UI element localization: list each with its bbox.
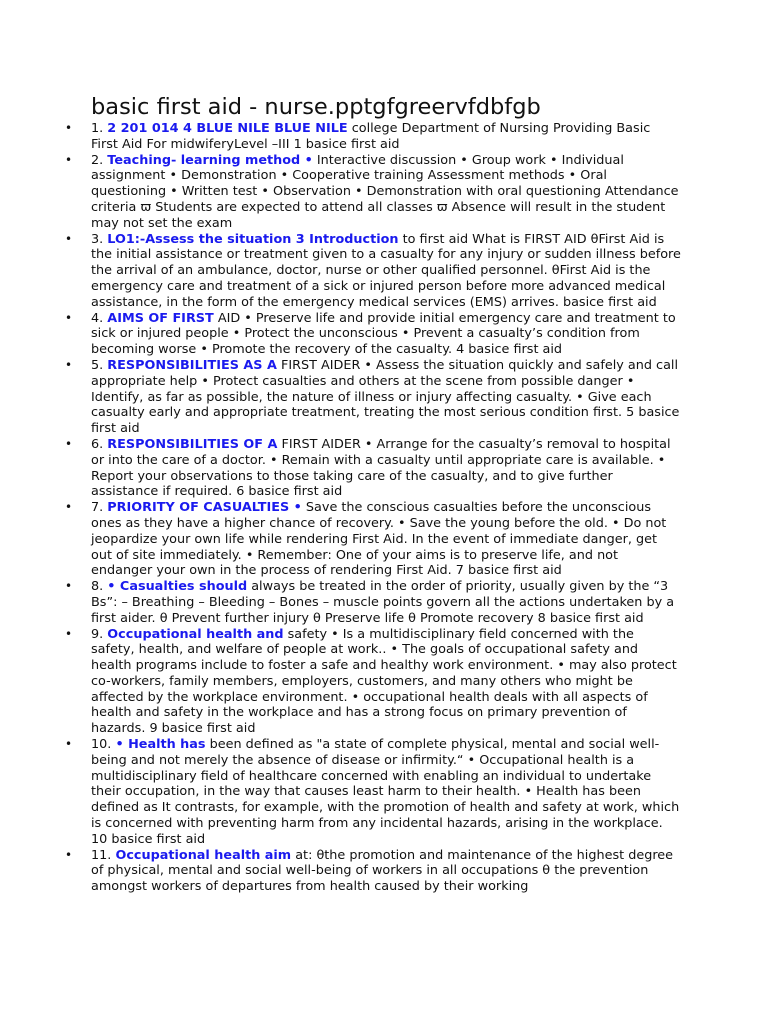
item-number: 7. — [91, 500, 104, 516]
item-highlight-link[interactable]: LO1:-Assess the situation 3 Introduction — [107, 231, 399, 247]
item-highlight-link[interactable]: Teaching- learning method • — [107, 152, 313, 168]
item-number: 11. — [91, 847, 112, 863]
list-item — [65, 310, 681, 358]
list-item — [65, 737, 681, 848]
item-number: 10. — [91, 737, 112, 753]
bullet-icon: • — [65, 436, 73, 451]
list-item — [65, 626, 681, 738]
item-number: 8. — [91, 579, 104, 595]
item-body: safety • Is a multidisciplinary field concerned with the safety, health, and welfare of people at work.. • The goals of occupational safety and health programs include to foster a safe and healthy work environment. • may also protect co-workers, family members, employers, customers, and many others who might be affected by the workplace environment. • occupational health deals with all aspects of health and safety in the workplace and has a strong focus on primary prevention of hazards. 9 basice first aid — [91, 626, 677, 737]
list-item — [65, 231, 681, 311]
item-body: been defined as "a state of complete physical, mental and social well-being and not merely the absence of disease or infirmity.“ • Occupational health is a multidisciplinary field of healthcare concerned with enabling an individual to undertake their occupation, in the way that causes least harm to their health. • Health has been defined as It contrasts, for example, with the promotion of health and safety at work, which is concerned with preventing harm from any incidental hazards, arising in the workplace. 10 basice first aid — [91, 737, 680, 847]
item-highlight-link[interactable]: Occupational health and — [107, 626, 284, 642]
list-item — [65, 500, 681, 579]
item-body: AID • Preserve life and provide initial emergency care and treatment to sick or injured people • Protect the unconscious • Prevent a casualty’s condition from becoming worse • Promote the recovery of the casualty. 4 basice first aid — [91, 310, 676, 358]
item-highlight-link[interactable]: AIMS OF FIRST — [107, 310, 214, 326]
item-body: FIRST AIDER • Arrange for the casualty’s removal to hospital or into the care of a doctor. • Remain with a casualty until appropriate care is available. • Report your observations to those taking care of the casualty, and to give further assistance if required. 6 basice first aid — [91, 436, 671, 500]
bullet-icon: • — [65, 152, 73, 167]
item-body: Save the conscious casualties before the unconscious ones as they have a higher chance of recovery. • Save the young before the old. • Do not jeopardize your own life while rendering First Aid. In the event of immediate danger, get out of site immediately. • Remember: One of your aims is to preserve life, and not endanger your own in the process of rendering First Aid. 7 basice first aid — [91, 500, 667, 579]
item-body: college Department of Nursing Providing Basic First Aid For midwiferyLevel –III 1 basice first aid — [91, 121, 651, 152]
list-item — [65, 847, 681, 895]
bullet-icon: • — [65, 310, 73, 325]
bullet-icon: • — [65, 231, 73, 246]
item-body: Interactive discussion • Group work • Individual assignment • Demonstration • Cooperative training Assessment methods • Oral questioning • Written test • Observation • Demonstration with oral questioning Attendance criteria ϖ Students are expected to attend all classes ϖ Absence will result in the student may not set the exam — [91, 152, 679, 231]
bullet-icon: • — [65, 357, 73, 372]
item-number: 9. — [91, 626, 104, 642]
list-item — [65, 579, 681, 626]
bullet-icon: • — [65, 121, 73, 135]
bullet-icon: • — [65, 847, 73, 862]
item-highlight-link[interactable]: Occupational health aim — [115, 847, 292, 863]
item-number: 2. — [91, 152, 104, 168]
bullet-icon: • — [65, 579, 73, 594]
list-item — [65, 121, 681, 153]
item-number: 3. — [91, 231, 104, 247]
item-body: FIRST AIDER • Assess the situation quickly and safely and call appropriate help • Protect casualties and others at the scene from possible danger • Identify, as far as possible, the nature of illness or injury affecting casualty. • Give each casualty early and appropriate treatment, treating the most serious condition first. 5 basice first aid — [91, 357, 680, 437]
item-highlight-link[interactable]: PRIORITY OF CASUALTIES • — [107, 500, 302, 516]
list-item — [65, 436, 681, 500]
item-highlight-link[interactable]: 2 201 014 4 BLUE NILE BLUE NILE — [107, 121, 348, 136]
bullet-icon: • — [65, 626, 73, 641]
item-highlight-link[interactable]: • Health has — [115, 737, 206, 753]
item-number: 6. — [91, 436, 104, 452]
item-highlight-link[interactable]: RESPONSIBILITIES OF A — [107, 436, 278, 452]
document-title: basic first aid - nurse.pptgfgreervfdbfgb — [91, 94, 541, 120]
item-number: 1. — [91, 121, 104, 136]
list-item — [65, 152, 681, 232]
item-body: always be treated in the order of priority, usually given by the “3 Bs”: – Breathing – Bleeding – Bones – muscle points govern all the actions undertaken by a first aider. θ Prevent further injury θ Preserve life θ Promote recovery 8 basice first aid — [91, 579, 675, 626]
item-number: 5. — [91, 357, 104, 373]
item-number: 4. — [91, 310, 104, 326]
item-highlight-link[interactable]: RESPONSIBILITIES AS A — [107, 357, 277, 373]
item-body: to first aid What is FIRST AID θFirst Aid is the initial assistance or treatment given to a casualty for any injury or sudden illness before the arrival of an ambulance, doctor, nurse or other qualified personnel. θFirst Aid is the emergency care and treatment of a sick or injured person before more advanced medical assistance, in the form of the emergency medical services (EMS) arrives. basice first aid — [91, 231, 681, 310]
item-body: at: θthe promotion and maintenance of the highest degree of physical, mental and social well-being of workers in all occupations θ the prevention amongst workers of departures from health caused by their working — [91, 847, 674, 895]
bullet-icon: • — [65, 500, 73, 515]
slide-list — [65, 121, 681, 895]
bullet-icon: • — [65, 737, 73, 752]
item-highlight-link[interactable]: • Casualties should — [107, 579, 248, 595]
list-item — [65, 357, 681, 437]
